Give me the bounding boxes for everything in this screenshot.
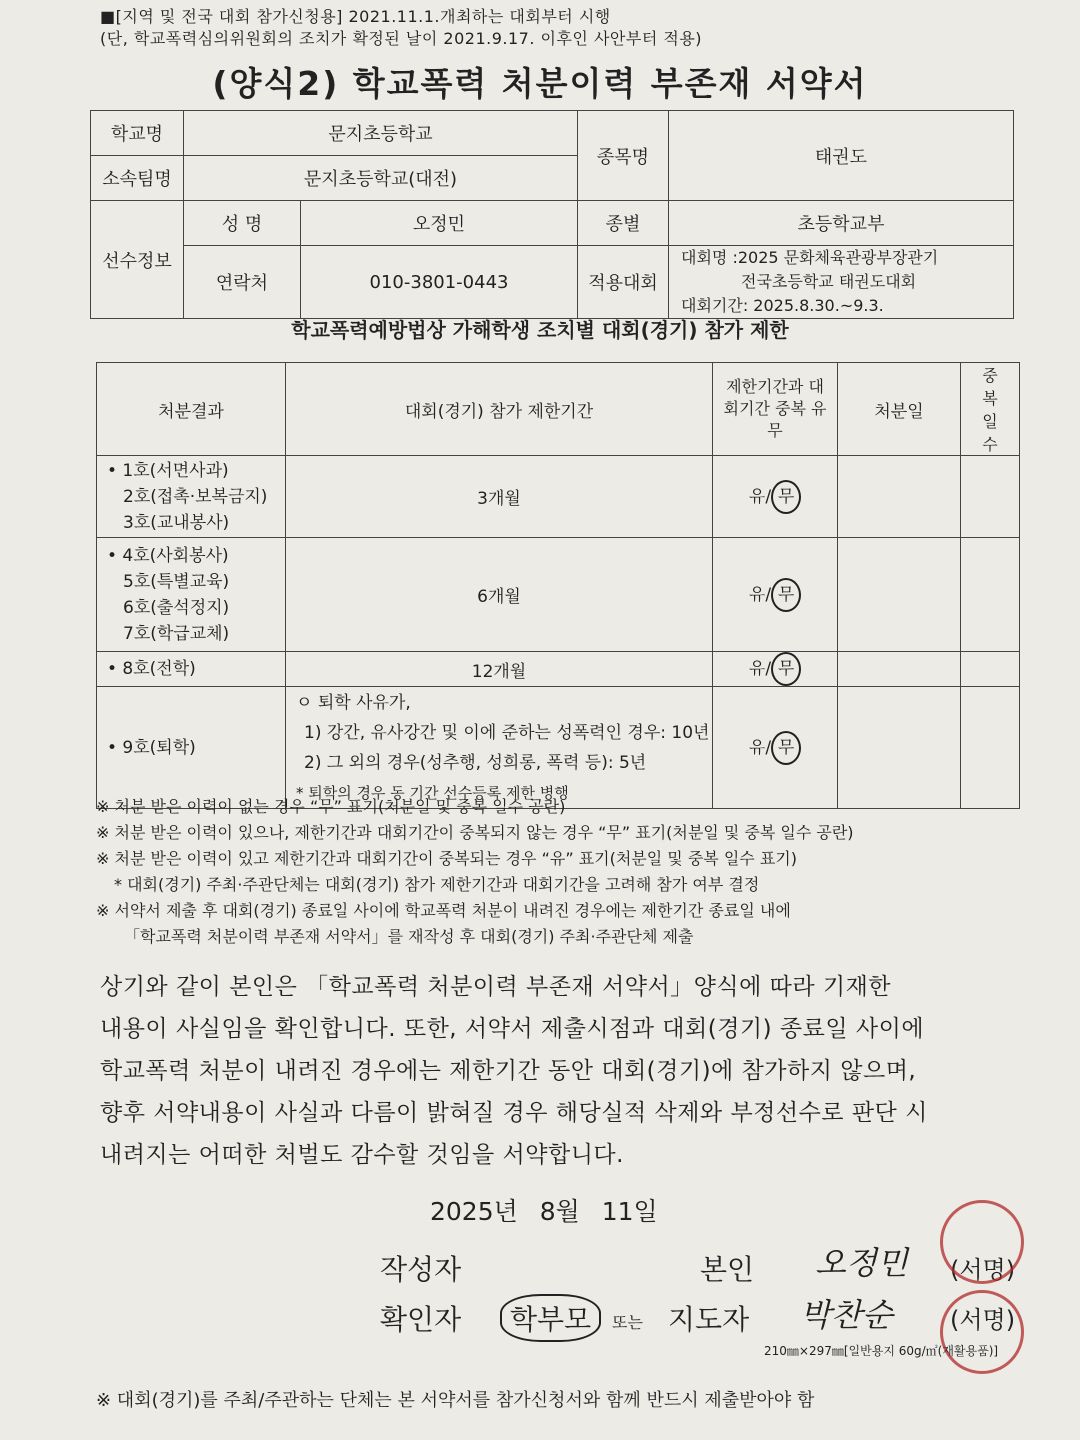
- code: • 8호(전학): [107, 659, 196, 679]
- self-seal-label: (서명): [950, 1256, 1016, 1284]
- header-period: 대회(경기) 참가 제한기간: [286, 363, 713, 456]
- period-detail-cell: [286, 687, 713, 809]
- code: • 4호(사회봉사): [107, 545, 229, 566]
- section-title: 학교폭력예방법상 가해학생 조치별 대회(경기) 참가 제한: [291, 318, 789, 342]
- detail-line: 1) 강간, 유사강간 및 이에 준하는 성폭력인 경우: 10년: [304, 722, 710, 743]
- note: ※ 서약서 제출 후 대회(경기) 종료일 사이에 학교폭력 처분이 내려진 경우에는 제한기간 종료일 내에: [96, 901, 791, 920]
- code: 6호(출석정지): [123, 597, 230, 618]
- no-mark-circled: 무: [771, 652, 801, 686]
- detail-line: 2) 그 외의 경우(성추행, 성희롱, 폭력 등): 5년: [304, 752, 647, 773]
- contact-label: 연락처: [184, 246, 301, 319]
- note: ※ 처분 받은 이력이 없는 경우 “무” 표기(처분일 및 중복 일수 공란): [96, 797, 566, 816]
- sport-label: 종목명: [578, 111, 669, 201]
- writer-label: 작성자: [380, 1253, 462, 1286]
- header-days: 중복 일수: [961, 363, 1020, 456]
- pledge-line: 학교폭력 처분이 내려진 경우에는 제한기간 동안 대회(경기)에 참가하지 않으며,: [100, 1058, 917, 1084]
- document-title: (양식2) 학교폭력 처분이력 부존재 서약서: [212, 64, 868, 103]
- result-cell: [97, 687, 286, 809]
- code: • 1호(서면사과): [107, 460, 229, 481]
- header-overlap: 제한기간과 대회기간 중복 유무: [713, 363, 838, 456]
- coach-label: 지도자: [668, 1303, 750, 1336]
- parent-seal-label: (서명): [950, 1306, 1016, 1334]
- seal-stamp: [940, 1290, 1024, 1374]
- header-notice: [100, 6, 702, 50]
- name-value: 오정민: [301, 201, 578, 246]
- date-cell: [838, 687, 961, 809]
- days-cell: [961, 538, 1020, 652]
- sport-value: 태권도: [669, 111, 1014, 201]
- division-label: 종별: [578, 201, 669, 246]
- pledge-line: 상기와 같이 본인은 「학교폭력 처분이력 부존재 서약서」양식에 따라 기재한: [100, 974, 892, 1000]
- header-line-2: (단, 학교폭력심의위원회의 조치가 확정된 날이 2021.9.17. 이후인 사안부터 적용): [100, 29, 703, 48]
- or-label: 또는: [612, 1313, 643, 1332]
- player-label: 선수정보: [91, 201, 184, 319]
- overlap-cell: 유/ 무: [713, 538, 838, 652]
- result-cell: [97, 538, 286, 652]
- code: 5호(특별교육): [123, 571, 230, 592]
- event-name-line-2: 전국초등학교 태권도대회: [741, 272, 917, 291]
- parent-label-circled: 학부모: [500, 1294, 601, 1342]
- event-period: 대회기간: 2025.8.30.~9.3.: [681, 296, 884, 315]
- self-label: 본인: [700, 1253, 755, 1286]
- date-cell: [838, 456, 961, 538]
- code: • 9호(퇴학): [107, 737, 196, 758]
- paper-spec: 210㎜×297㎜[일반용지 60g/㎡(재활용품)]: [764, 1344, 999, 1358]
- period-cell: 12개월: [286, 652, 713, 687]
- notes: [96, 794, 1046, 950]
- detail-line: * 퇴학의 경우 동 기간 선수등록 제한 병행: [296, 783, 569, 802]
- detail-line: ㅇ 퇴학 사유가,: [296, 692, 411, 713]
- event-label: 적용대회: [578, 246, 669, 319]
- code: 7호(학급교체): [123, 623, 230, 644]
- name-label: 성 명: [184, 201, 301, 246]
- overlap-cell: 유/ 무: [713, 687, 838, 809]
- header-result: 처분결과: [97, 363, 286, 456]
- header-date: 처분일: [838, 363, 961, 456]
- yes-mark: 유: [748, 659, 766, 679]
- event-name-line-1: 대회명 :2025 문화체육관광부장관기: [681, 248, 939, 267]
- period-cell: 6개월: [286, 538, 713, 652]
- overlap-cell: 유/ 무: [713, 652, 838, 687]
- self-signature: 오정민: [815, 1244, 908, 1282]
- result-cell: [97, 652, 286, 687]
- date-cell: [838, 652, 961, 687]
- yes-mark: 유: [748, 737, 766, 758]
- header-line-1: ■[지역 및 전국 대회 참가신청용] 2021.11.1.개최하는 대회부터 시행: [100, 7, 611, 26]
- no-mark-circled: 무: [771, 731, 801, 765]
- note: * 대회(경기) 주최·주관단체는 대회(경기) 참가 제한기간과 대회기간을 고려해 참가 여부 결정: [114, 875, 760, 894]
- contact-value: 010-3801-0443: [301, 246, 578, 319]
- parent-signature: 박찬순: [800, 1296, 893, 1334]
- event-cell: [669, 246, 1014, 319]
- note: ※ 처분 받은 이력이 있으나, 제한기간과 대회기간이 중복되지 않는 경우 “무” 표기(처분일 및 중복 일수 공란): [96, 823, 854, 842]
- code: 2호(접촉·보복금지): [123, 486, 268, 507]
- team-label: 소속팀명: [91, 156, 184, 201]
- no-mark-circled: 무: [771, 480, 801, 514]
- pledge-line: 내려지는 어떠한 처벌도 감수할 것임을 서약합니다.: [100, 1142, 624, 1168]
- pledge-date: 2025년 8월 11일: [430, 1197, 658, 1226]
- overlap-cell: 유/ 무: [713, 456, 838, 538]
- pledge-line: 향후 서약내용이 사실과 다름이 밝혀질 경우 해당실적 삭제와 부정선수로 판단 시: [100, 1100, 928, 1126]
- days-cell: [961, 456, 1020, 538]
- confirmer-label: 확인자: [380, 1303, 462, 1336]
- yes-mark: 유: [748, 486, 766, 507]
- seal-stamp: [940, 1200, 1024, 1284]
- yes-mark: 유: [748, 584, 766, 605]
- days-cell: [961, 652, 1020, 687]
- note: 「학교폭력 처분이력 부존재 서약서」를 재작성 후 대회(경기) 주최·주관단체 제출: [124, 927, 694, 946]
- info-table: [90, 110, 1014, 319]
- table-row: [97, 687, 1020, 809]
- parent-option: [500, 1294, 601, 1342]
- restriction-table: [96, 362, 1020, 809]
- team-value: 문지초등학교(대전): [184, 156, 578, 201]
- table-row: [97, 538, 1020, 652]
- school-value: 문지초등학교: [184, 111, 578, 156]
- pledge-text: [100, 966, 1020, 1176]
- code: 3호(교내봉사): [123, 512, 230, 533]
- table-row: [97, 456, 1020, 538]
- table-row: [97, 652, 1020, 687]
- note: ※ 처분 받은 이력이 있고 제한기간과 대회기간이 중복되는 경우 “유” 표기(처분일 및 중복 일수 표기): [96, 849, 798, 868]
- pledge-line: 내용이 사실임을 확인합니다. 또한, 서약서 제출시점과 대회(경기) 종료일 사이에: [100, 1016, 925, 1042]
- period-cell: 3개월: [286, 456, 713, 538]
- footer-note: ※ 대회(경기)를 주최/주관하는 단체는 본 서약서를 참가신청서와 함께 반드시 제출받아야 함: [96, 1390, 815, 1411]
- date-cell: [838, 538, 961, 652]
- school-label: 학교명: [91, 111, 184, 156]
- result-cell: [97, 456, 286, 538]
- days-cell: [961, 687, 1020, 809]
- no-mark-circled: 무: [771, 578, 801, 612]
- division-value: 초등학교부: [669, 201, 1014, 246]
